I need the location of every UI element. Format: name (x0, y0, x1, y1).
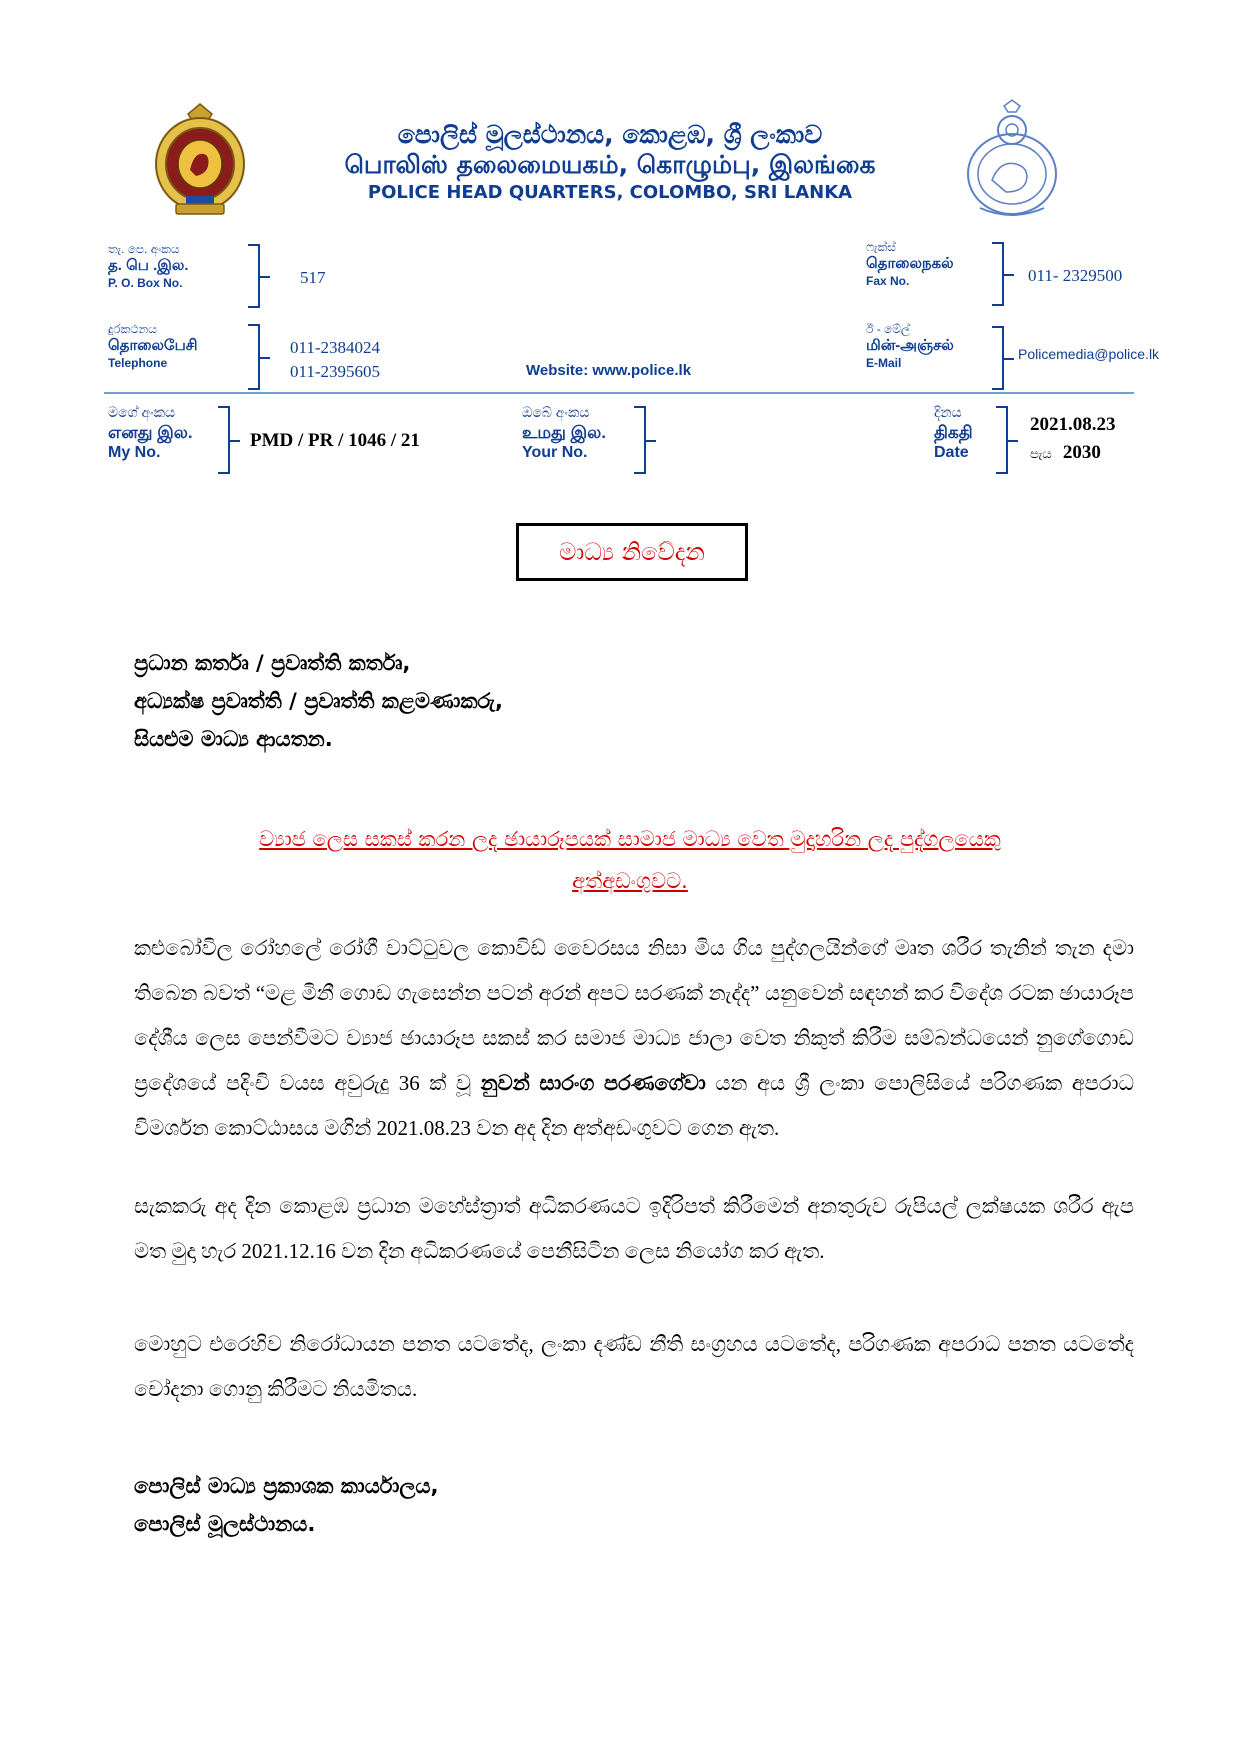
telephone-value-2: 011-2395605 (290, 362, 381, 381)
brace (248, 324, 260, 390)
body-paragraph-2: සැකකරු අද දින කොළඹ ප්‍රධාන මහේස්ත්‍රාත් අධිකරණයට ඉදිරිපත් කිරීමෙන් අනතුරුව රුපියල් ලක්ෂයක ශරීර ඇප මත මුදා හැර 2021.12.16 වන දින අධිකරණයේ පෙනීසිටින ලෙස නියෝග කර ඇත. (134, 1194, 1134, 1263)
date-value: 2021.08.23 (1030, 414, 1116, 435)
website-link[interactable]: Website: www.police.lk (526, 362, 692, 379)
hq-name-sinhala: පොලිස් මූලස්ථානය, කොළඹ, ශ්‍රී ලංකාව (397, 120, 823, 149)
national-emblem-icon (150, 100, 250, 216)
document-title (516, 523, 748, 581)
subject-line-1: ව්‍යාජ ලෙස සකස් කරන ලද ඡායාරූපයක් සාමාජ මාධ්‍ය වෙත මුදාහරින ලද පුද්ගලයෙකු (259, 827, 1001, 851)
time-label: පැය (1030, 447, 1052, 462)
my-no-value: PMD / PR / 1046 / 21 (250, 430, 420, 451)
fax-label: ෆැක්ස් தொலைநகல் Fax No. (866, 240, 954, 288)
my-no-label: මගේ අංකය எனது இல. My No. (108, 404, 193, 461)
time-value: 2030 (1062, 442, 1101, 463)
time-row (1030, 442, 1101, 464)
date-label: දිනය திகதி Date (934, 404, 973, 461)
subject-heading (130, 818, 1130, 902)
subject-line-2: අත්අඩංගුවට. (572, 869, 688, 893)
paragraph-text: යන අය ශ්‍රී ලංකා පොලිසියේ පරිගණක අපරාධ විමර්ශන කොට්ඨාසය මගින් 2021.08.23 වන අද දින අත්අඩංගුවට ගෙන ඇත. (134, 1071, 1135, 1140)
body-paragraph-3: මොහුට එරෙහිව නිරෝධායන පනත යටතේද, ලංකා දණ්ඩ නීති සංග්‍රහය යටතේද, පරිගණක අපරාධ පනත යටතේද චෝදනා ගොනු කිරීමට නියමිතය. (134, 1332, 1134, 1401)
suspect-name: නුවන් සාරංග පරණගේවා (480, 1071, 706, 1095)
po-box-value: 517 (300, 268, 326, 287)
brace (634, 406, 646, 474)
signature-block (134, 1467, 439, 1543)
your-no-label: ඔබේ අංකය உமது இல. Your No. (522, 404, 606, 461)
addressee-line: ප්‍රධාන කර්තෘ / ප්‍රවෘත්ති කර්තෘ, (134, 651, 411, 675)
po-box-label: තැ. පෙ. අංකය த. பெ .இல. P. O. Box No. (108, 242, 189, 290)
body-paragraph-1 (134, 926, 1134, 1151)
brace (992, 242, 1004, 306)
telephone-label: දුරකථනය தொலைபேசி Telephone (108, 322, 198, 370)
brace (996, 406, 1008, 474)
hq-name-english: POLICE HEAD QUARTERS, COLOMBO, SRI LANKA (367, 182, 853, 203)
addressee-block (134, 644, 503, 758)
document-title-text: මාධ්‍ය නිවේදන (559, 538, 705, 566)
addressee-line: අධ්‍යක්ෂ ප්‍රවෘත්ති / ප්‍රවෘත්ති කළමණාකරු, (134, 689, 504, 713)
header-rule (104, 392, 1134, 394)
signature-line: පොලිස් මාධ්‍ය ප්‍රකාශක කාර්යාලය, (134, 1474, 439, 1498)
email-value[interactable]: Policemedia@police.lk (1018, 346, 1160, 362)
paragraph-text: කළුබෝවිල රෝහලේ රෝගී වාට්ටුවල කොවිඩ් වෛරසය නිසා මිය ගිය පුද්ගලයින්ගේ මෘත ශරීර තැනින් තැන දමා තිබෙන බවත් “මළ මිනී ගොඩ ගැසෙන්න පටන් අරන් අපට සරණක් නැද්ද” යනුවෙන් සඳහන් කර විදේශ රටක ඡායාරූප දේශීය ලෙස පෙන්වීමට ව්‍යාජ ඡායාරූප සකස් කර සමාජ මාධ්‍ය ජාලා වෙත නිකුත් කිරීම සම්බන්ධයෙන් නුගේගොඩ ප්‍රදේශයේ පදිංචි වයස අවුරුදු 36 ක් වූ (134, 936, 1134, 1095)
brace (992, 326, 1004, 390)
brace (218, 406, 230, 474)
addressee-line: සියළුම මාධ්‍ය ආයතන. (134, 727, 333, 751)
police-emblem-icon (960, 96, 1064, 220)
telephone-value-1: 011-2384024 (290, 338, 381, 357)
brace (248, 244, 260, 308)
fax-value: 011- 2329500 (1028, 266, 1123, 285)
signature-line: පොලිස් මූලස්ථානය. (134, 1512, 316, 1536)
hq-name-tamil: பொலிஸ் தலைமையகம், கொழும்பு, இலங்கை (344, 150, 876, 179)
email-label: ඊ - මේල් மின்-அஞ்சல் E-Mail (866, 322, 954, 370)
